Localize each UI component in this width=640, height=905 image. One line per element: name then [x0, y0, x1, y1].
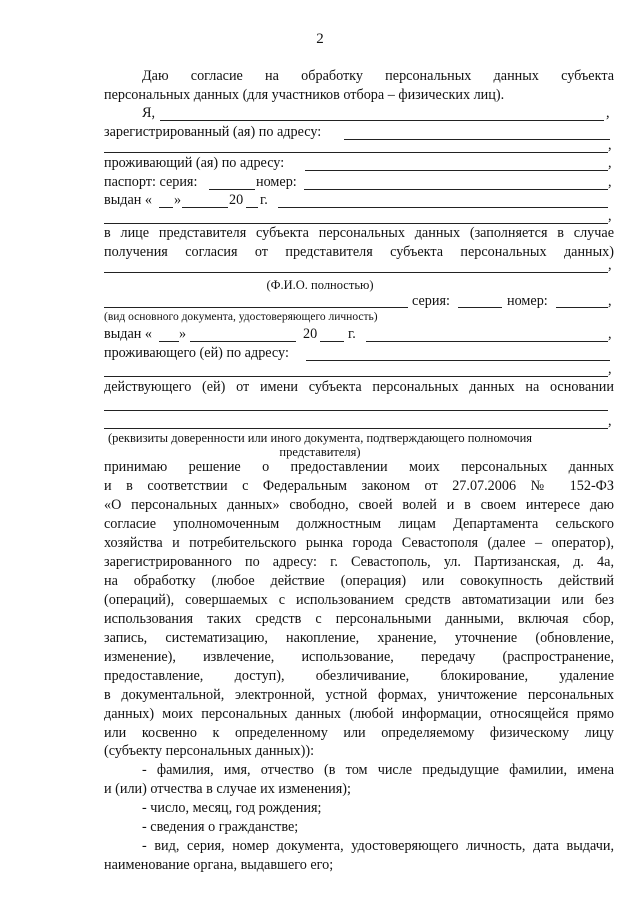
consent-body-line: предоставление, доступ), обезличивание, блокирование, удаление [104, 668, 614, 684]
consent-body-line: (операций), совершаемых с использованием средств автоматизации или без [104, 592, 614, 608]
consent-body-line: в документальной, электронной, устной формах, уничтожение персональных [104, 687, 614, 703]
comma: , [608, 413, 612, 429]
issued-close-quote: » [174, 192, 182, 208]
passport-number-field[interactable] [304, 189, 608, 190]
representative-number-field[interactable] [556, 307, 608, 308]
ya-label: Я, [142, 105, 156, 121]
representative-number-label: номер: [507, 293, 548, 309]
comma: , [608, 208, 612, 224]
consent-header-line1: Даю согласие на обработку персональных данных субъекта [142, 68, 614, 84]
registered-address-field[interactable] [344, 139, 610, 140]
representative-series-field[interactable] [458, 307, 502, 308]
living-address-field[interactable] [305, 170, 608, 171]
consent-body-line: или косвенно к определенному или определяемому физическому лицу [104, 725, 614, 741]
consent-body-line: принимаю решение о предоставлении моих персональных данных [104, 459, 614, 475]
comma: , [608, 174, 612, 190]
acting-on-behalf-text: действующего (ей) от имени субъекта персональных данных на основании [104, 379, 614, 395]
rep-issued-month-field[interactable] [190, 341, 296, 342]
issued-year-suffix: г. [260, 192, 268, 208]
comma: , [608, 137, 612, 153]
rep-issued-year-suffix: г. [348, 326, 356, 342]
representative-intro-line2: получения согласия от представителя субъекта персональных данных) [104, 244, 614, 260]
registered-address-field-2[interactable] [104, 152, 608, 153]
issued-open-label: выдан « [104, 192, 152, 208]
page-number: 2 [316, 31, 324, 47]
item-id-document-l2: наименование органа, выдавшего его; [104, 857, 334, 873]
consent-body-line: и в соответствии с Федеральным законом от 27.07.2006 № 152-ФЗ [104, 478, 614, 494]
passport-number-label: номер: [256, 174, 297, 190]
consent-body-line: данных) моих персональных данных (любой информации, относящейся прямо [104, 706, 614, 722]
comma: , [608, 155, 612, 171]
consent-header-line2: персональных данных (для участников отбора – физических лиц). [104, 87, 505, 103]
registered-address-label: зарегистрированный (ая) по адресу: [104, 124, 322, 140]
rep-living-address-field-2[interactable] [104, 376, 608, 377]
consent-body-last-line: (субъекту персональных данных)): [104, 743, 315, 759]
issued-by-field[interactable] [278, 207, 608, 208]
issued-day-field[interactable] [159, 207, 173, 208]
item-citizenship: - сведения о гражданстве; [142, 819, 299, 835]
item-full-name-l2: и (или) отчества в случае их изменения); [104, 781, 351, 797]
rep-issued-close-quote: » [179, 326, 187, 342]
consent-body-line: запись, систематизацию, накопление, хранение, уточнение (обновление, [104, 630, 614, 646]
rep-living-address-label: проживающего (ей) по адресу: [104, 345, 289, 361]
rep-issued-open-label: выдан « [104, 326, 152, 342]
rep-living-address-field[interactable] [306, 360, 610, 361]
consent-body-line: согласие уполномоченным должностным лицам Департамента сельского [104, 516, 614, 532]
consent-body-line: изменение), извлечение, использование, передачу (распространение, [104, 649, 614, 665]
consent-body-line: «О персональных данных» свободно, своей волей и в своем интересе даю [104, 497, 614, 513]
item-id-document-l1: - вид, серия, номер документа, удостоверяющего личность, дата выдачи, [142, 838, 614, 854]
consent-body-line: зарегистрированного по адресу: г. Севастополь, ул. Партизанская, д. 4а, [104, 554, 614, 570]
rep-issued-day-field[interactable] [159, 341, 179, 342]
rep-issued-year-field[interactable] [320, 341, 344, 342]
issued-year-prefix: 20 [229, 192, 244, 208]
consent-body-line: использования таких средств с персональными данными, включая сбор, [104, 611, 614, 627]
full-name-field[interactable] [160, 120, 604, 121]
rep-issued-year-prefix: 20 [303, 326, 318, 342]
rep-issued-by-field[interactable] [366, 341, 608, 342]
item-birth-date: - число, месяц, год рождения; [142, 800, 322, 816]
doc-type-caption: (вид основного документа, удостоверяющего личность) [104, 311, 378, 323]
issued-year-field[interactable] [246, 207, 258, 208]
comma: , [608, 257, 612, 273]
comma: , [608, 361, 612, 377]
representative-doc-type-field[interactable] [104, 307, 408, 308]
comma: , [608, 293, 612, 309]
representative-intro-line1: в лице представителя субъекта персональных данных (заполняется в случае [104, 225, 614, 241]
representative-fio-field[interactable] [104, 272, 608, 273]
power-of-attorney-field[interactable] [104, 410, 608, 411]
passport-series-field[interactable] [209, 189, 255, 190]
item-full-name-l1: - фамилия, имя, отчество (в том числе предыдущие фамилии, имена [142, 762, 614, 778]
passport-series-label: паспорт: серия: [104, 174, 198, 190]
consent-body-line: на обработку (любое действие (операция) или совокупность действий [104, 573, 614, 589]
living-address-label: проживающий (ая) по адресу: [104, 155, 285, 171]
power-caption-line1: (реквизиты доверенности или иного документа, подтверждающего полномочия [107, 431, 533, 445]
fio-caption: (Ф.И.О. полностью) [266, 278, 374, 292]
representative-series-label: серия: [412, 293, 450, 309]
comma: , [606, 105, 610, 121]
consent-body-line: хозяйства и потребительского рынка города Севастополя (далее – оператор), [104, 535, 614, 551]
power-caption-line2: представителя) [279, 445, 361, 459]
issued-month-field[interactable] [182, 207, 228, 208]
comma: , [608, 326, 612, 342]
power-of-attorney-field-2[interactable] [104, 428, 608, 429]
